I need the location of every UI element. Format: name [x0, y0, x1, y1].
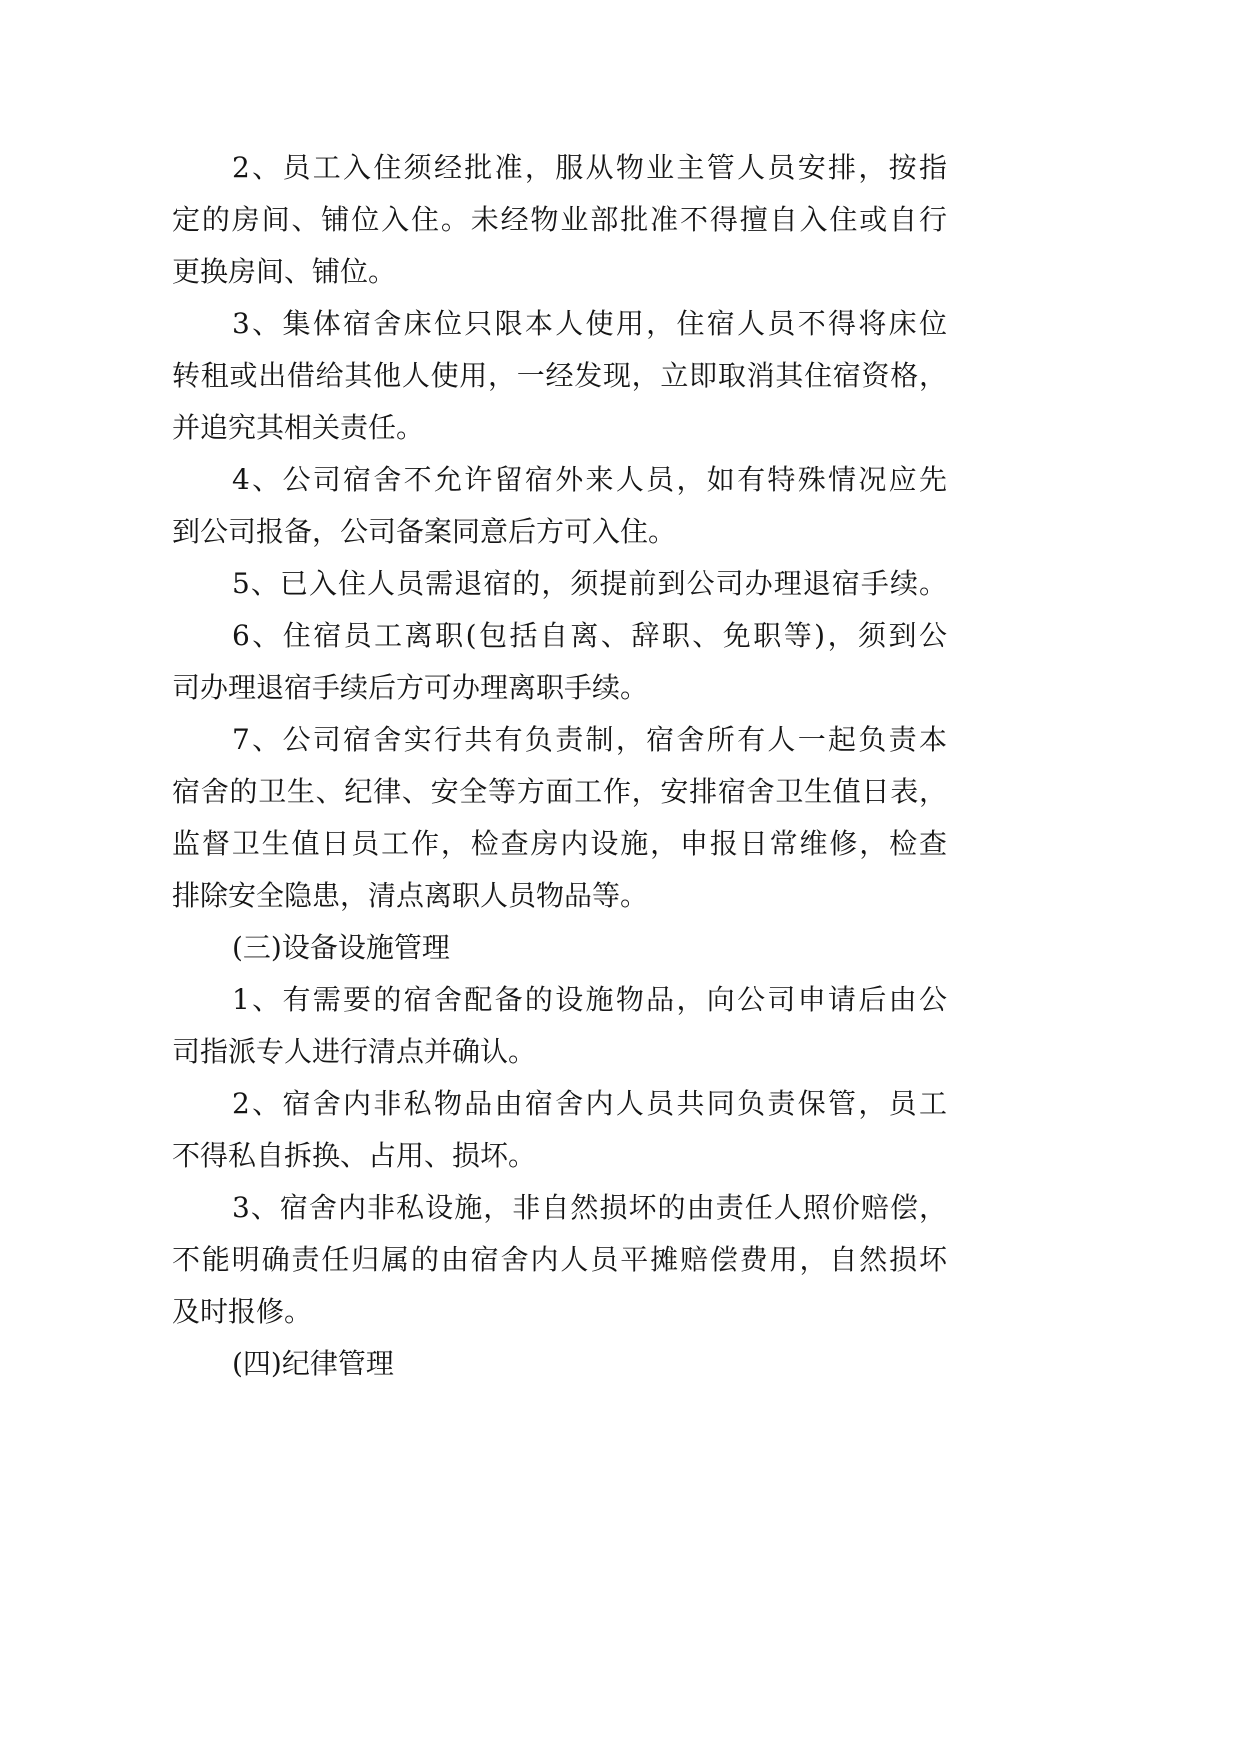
text-line: 司办理退宿手续后方可办理离职手续。 [172, 671, 649, 704]
paragraph-rule-4 [172, 454, 947, 558]
paragraph-rule-6 [172, 610, 947, 714]
text-line: 并追究其相关责任。 [172, 411, 425, 444]
paragraph-equipment-3 [172, 1182, 947, 1338]
text-line: 排除安全隐患，清点离职人员物品等。 [172, 879, 649, 912]
text-line: 4、公司宿舍不允许留宿外来人员，如有特殊情况应先 [232, 463, 947, 496]
text-line: 定的房间、铺位入住。未经物业部批准不得擅自入住或自行 [172, 203, 947, 236]
paragraph-rule-2 [172, 142, 947, 298]
text-line: 宿舍的卫生、纪律、安全等方面工作，安排宿舍卫生值日表， [172, 775, 947, 808]
paragraph-equipment-2 [172, 1078, 947, 1182]
text-line: 转租或出借给其他人使用，一经发现，立即取消其住宿资格， [172, 359, 947, 392]
section-heading-equipment [172, 922, 947, 974]
text-line: 更换房间、铺位。 [172, 255, 397, 288]
document-body [172, 142, 947, 1390]
text-line: 7、公司宿舍实行共有负责制，宿舍所有人一起负责本 [232, 723, 947, 756]
section-heading: (三)设备设施管理 [232, 931, 450, 964]
text-line: 2、宿舍内非私物品由宿舍内人员共同负责保管，员工 [232, 1087, 947, 1120]
text-line: 司指派专人进行清点并确认。 [172, 1035, 537, 1068]
text-line: 不得私自拆换、占用、损坏。 [172, 1139, 537, 1172]
text-line: 及时报修。 [172, 1295, 313, 1328]
section-heading: (四)纪律管理 [232, 1347, 394, 1380]
text-line: 到公司报备，公司备案同意后方可入住。 [172, 515, 677, 548]
text-line: 监督卫生值日员工作，检查房内设施，申报日常维修，检查 [172, 827, 947, 860]
text-line: 6、住宿员工离职(包括自离、辞职、免职等)，须到公 [232, 619, 947, 652]
text-line: 1、有需要的宿舍配备的设施物品，向公司申请后由公 [232, 983, 947, 1016]
text-line: 2、员工入住须经批准，服从物业主管人员安排，按指 [232, 151, 947, 184]
text-line: 不能明确责任归属的由宿舍内人员平摊赔偿费用，自然损坏 [172, 1243, 947, 1276]
paragraph-rule-3 [172, 298, 947, 454]
text-line: 3、宿舍内非私设施，非自然损坏的由责任人照价赔偿， [232, 1191, 947, 1224]
paragraph-rule-5 [172, 558, 947, 610]
text-line: 5、已入住人员需退宿的，须提前到公司办理退宿手续。 [232, 567, 947, 600]
paragraph-rule-7 [172, 714, 947, 922]
paragraph-equipment-1 [172, 974, 947, 1078]
section-heading-discipline [172, 1338, 947, 1390]
text-line: 3、集体宿舍床位只限本人使用，住宿人员不得将床位 [232, 307, 947, 340]
